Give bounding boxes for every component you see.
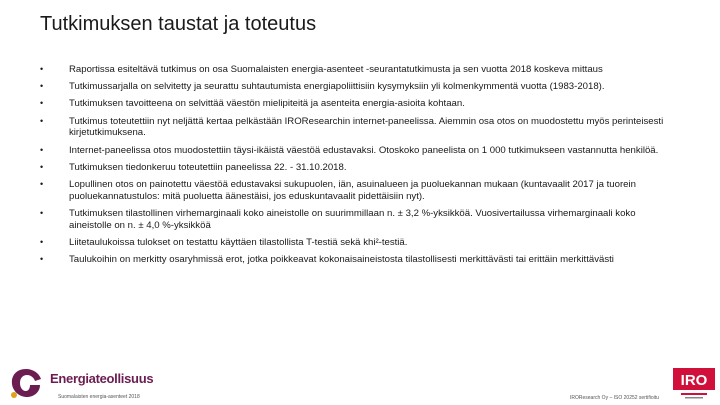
bullet-text: Tutkimuksen tavoitteena on selvittää väestön mielipiteitä ja asenteita energia-asioita kohtaan. — [69, 98, 465, 110]
bullet-list — [40, 64, 680, 271]
bullet-dot: • — [40, 144, 44, 155]
bullet-dot: • — [40, 178, 44, 189]
bullet-dot: • — [40, 64, 44, 74]
bullet-text: Internet-paneelissa otos muodostettiin täysi-ikäistä väestöä edustavaksi. Otoskoko paneelista on 1 000 tutkimukseen vastannutta henkilöä. — [69, 144, 659, 156]
footer-left-caption: Suomalaisten energia-asenteet 2018 — [58, 394, 140, 400]
bullet-item — [40, 254, 680, 266]
bullet-dot: • — [40, 161, 44, 172]
bullet-text: Tutkimuksen tilastollinen virhemarginaali koko aineistolle on suurimmillaan n. ± 3,2 %-yksikköä. Vuosivertailussa virhemarginaali koko aineistolle on n. ± 4,0 %-yksikköä — [69, 207, 636, 231]
bullet-item — [40, 98, 680, 110]
bullet-item — [40, 179, 680, 203]
bullet-text: Raportissa esiteltävä tutkimus on osa Suomalaisten energia-asenteet -seurantatutkimusta ja sen vuotta 2018 koskeva mittaus — [69, 64, 603, 75]
bullet-text: Tutkimus toteutettiin nyt neljättä kertaa pelkästään IROResearchin internet-paneelissa. Aiemmin osa otos on muodostettu myös perinteisesti kirjetutkimuksena. — [69, 115, 664, 139]
bullet-text: Lopullinen otos on painotettu väestöä edustavaksi sukupuolen, iän, asuinalueen ja puoluekannan mukaan (kuntavaalit 2017 ja tuorein puoluekannatustulos: mitä puoluetta äänestäisi, jos eduskuntavaalit pidettäisiin nyt). — [69, 178, 636, 202]
iro-logo-text: IRO — [680, 372, 708, 389]
bullet-dot: • — [40, 115, 44, 126]
bullet-item — [40, 81, 680, 93]
footer-left — [8, 366, 238, 402]
bullet-text: Taulukoihin on merkitty osaryhmissä erot, jotka poikkeavat kokonaisaineistosta tilastollisesti merkittävästi tai erittäin merkittävästi — [69, 254, 614, 266]
bullet-item — [40, 64, 680, 76]
energiateollisuus-logo-icon — [8, 366, 44, 400]
bullet-item — [40, 162, 680, 174]
footer-right-caption: IROResearch Oy – ISO 20252 sertifioitu — [570, 395, 659, 401]
bullet-dot: • — [40, 207, 44, 218]
bullet-item — [40, 116, 680, 140]
iro-research-logo-icon — [673, 368, 715, 400]
energiateollisuus-brand: Energiateollisuus — [50, 371, 154, 386]
bullet-text: Tutkimuksen tiedonkeruu toteutettiin paneelissa 22. - 31.10.2018. — [69, 161, 347, 173]
bullet-dot: • — [40, 254, 44, 265]
bullet-dot: • — [40, 81, 44, 92]
slide-title: Tutkimuksen taustat ja toteutus — [40, 13, 317, 35]
bullet-dot: • — [40, 236, 44, 247]
bullet-item — [40, 208, 680, 232]
bullet-text: Tutkimussarjalla on selvitetty ja seurattu suhtautumista energiapoliittisiin kysymyksiin yli kolmenkymmentä vuotta (1983-2018). — [69, 81, 605, 93]
bullet-dot: • — [40, 98, 44, 109]
bullet-item — [40, 237, 680, 249]
bullet-text: Liitetaulukoissa tulokset on testattu käyttäen tilastollista T-testiä sekä khi²-testiä. — [69, 236, 408, 248]
bullet-item — [40, 145, 680, 157]
footer-right — [560, 366, 720, 402]
